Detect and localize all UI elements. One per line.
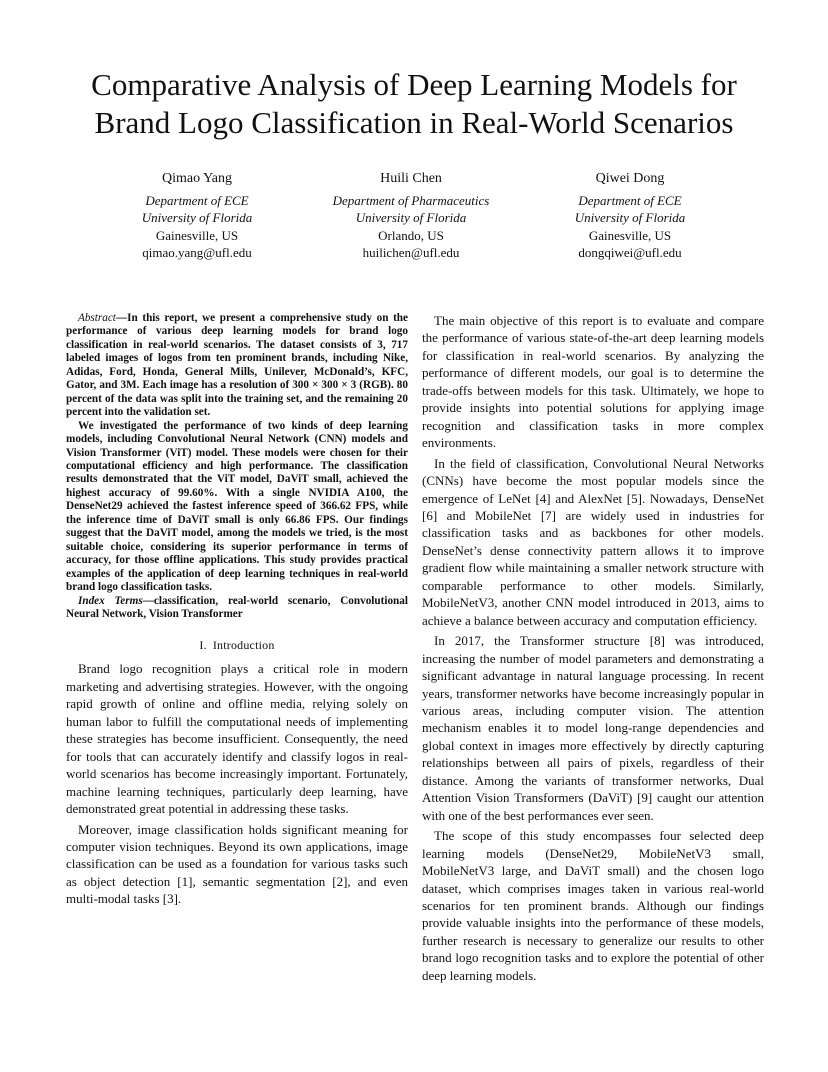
author-block — [87, 170, 307, 261]
body-paragraph: Brand logo recognition plays a critical role in modern marketing and advertising strategies. However, with the ongoing rapid growth of online and offline media, relying solely on human labor to fulfill the computational needs of implementing these strategies has become insufficient. Consequently, the need for tools that can accurately identify and classify logos in real-world scenarios has become increasingly important. Fortunately, machine learning techniques, particularly deep learning, have demonstrated great potential in addressing these tasks. — [66, 661, 408, 817]
author-department: Department of Pharmaceutics — [332, 193, 490, 209]
title-line-2: Brand Logo Classification in Real-World Scenarios — [94, 105, 734, 140]
index-terms-text: —classification, real-world scenario, Convolutional Neural Network, Vision Transformer — [66, 594, 408, 620]
section-number: I. — [199, 638, 207, 653]
author-email: huilichen@ufl.edu — [362, 244, 460, 260]
author-name: Qimao Yang — [161, 171, 232, 186]
paper-title — [40, 66, 788, 142]
body-paragraph: In 2017, the Transformer structure [8] was introduced, increasing the number of model parameters and demonstrating a significant advantage in natural language processing. In recent years, transformer networks have become increasingly popular in various areas, including computer vision. The attention mechanism enables it to model long-range dependencies and global context in images more effectively by directly capturing relationships between all pairs of pixels, regardless of their distance. Among the variants of transformer networks, Dual Attention Vision Transformers (DaViT) [9] caught our attention with one of the best performances ever seen. — [422, 633, 764, 823]
author-email: qimao.yang@ufl.edu — [142, 244, 252, 260]
body-paragraph: The scope of this study encompasses four selected deep learning models (DenseNet29, MobileNetV3 small, MobileNetV3 large, and DaViT small) and the chosen logo dataset, which comprises images taken in various real-world scenarios for ten prominent brands. Although our findings provide valuable insights into the performance of these models, further research is necessary to generalize our results to other brand logo recognition tasks and to explore the potential of other deep learning models. — [422, 828, 764, 983]
abstract-label: Abstract — [78, 312, 116, 324]
abstract-paragraph-2: We investigated the performance of two kinds of deep learning models, including Convolutional Neural Network (CNN) models and Vision Transformer (ViT) model. These models were chosen for their computational efficiency and high performance. The classification results demonstrated that the ViT model, DaViT small, achieved the highest accuracy of 99.60%. With a single NVIDIA A100, the DenseNet29 achieved the fastest inference speed of 366.62 FPS, while the inference time of DaViT small is only 66.86 FPS. Our findings suggest that the DaViT model, among the models we tried, is the most suitable choice, considering its superior performance in terms of accuracy, for those offline applications. This study provides practical examples of the application of deep learning techniques in real-world brand logo classification tasks. — [66, 419, 408, 594]
section-heading — [66, 638, 408, 653]
author-name: Qiwei Dong — [595, 171, 665, 186]
author-university: University of Florida — [355, 210, 467, 226]
right-column — [422, 312, 764, 984]
body-paragraph: The main objective of this report is to evaluate and compare the performance of various state-of-the-art deep learning models for classification in real-world scenarios. By analyzing the performance of different models, our goal is to determine the trade-offs between models for this task. Ultimately, we hope to provide insights into potential solutions for applying image recognition and classification tasks in more complex environments. — [422, 313, 764, 451]
right-column-body — [422, 312, 764, 984]
body-paragraph: Moreover, image classification holds significant meaning for computer vision techniques. Beyond its own applications, image classification can be used as a foundation for various tasks such as object detection [1], semantic segmentation [2], and even multi-modal tasks [3]. — [66, 821, 408, 907]
author-location: Gainesville, US — [155, 227, 239, 243]
abstract-text-1: —In this report, we present a comprehensive study on the performance of various deep learning models for brand logo classification in real-world scenarios. The dataset consists of 3, 717 labeled images of logos from ten prominent brands, including Nike, Adidas, Ford, Honda, General Mills, Unilever, McDonald’s, KFC, Gator, and 3M. Each image has a resolution of 300 × 300 × 3 (RGB). 80 percent of the data was split into the training set, and the remaining 20 percent into the validation set. — [66, 312, 408, 419]
title-line-1: Comparative Analysis of Deep Learning Models for — [91, 67, 737, 102]
index-terms — [66, 595, 408, 622]
index-terms-label: Index Terms — [78, 594, 143, 607]
author-department: Department of ECE — [578, 193, 682, 209]
author-university: University of Florida — [574, 210, 686, 226]
author-name: Huili Chen — [380, 171, 442, 186]
left-column — [66, 312, 408, 908]
author-email: dongqiwei@ufl.edu — [578, 244, 682, 260]
abstract — [66, 312, 408, 621]
introduction-body — [66, 660, 408, 907]
author-location: Orlando, US — [378, 227, 444, 243]
author-location: Gainesville, US — [588, 227, 672, 243]
author-block — [301, 170, 521, 261]
body-paragraph: In the field of classification, Convolutional Neural Networks (CNNs) have become the most popular models since the emergence of LeNet [4] and AlexNet [5]. Nowadays, DenseNet [6] and MobileNet [7] are widely used in industries for classification tasks and as backbones for other models. DenseNet’s dense connectivity pattern allows it to improve gradient flow while maintaining a smaller network structure with comparable performance to other models. Similarly, MobileNetV3, another CNN model introduced in 2013, aims to achieve a balance between accuracy and computation efficiency. — [422, 455, 764, 628]
author-block — [520, 170, 740, 261]
abstract-paragraph-1 — [66, 312, 408, 420]
section-title: Introduction — [212, 638, 275, 653]
author-university: University of Florida — [141, 210, 253, 226]
author-department: Department of ECE — [145, 193, 249, 209]
